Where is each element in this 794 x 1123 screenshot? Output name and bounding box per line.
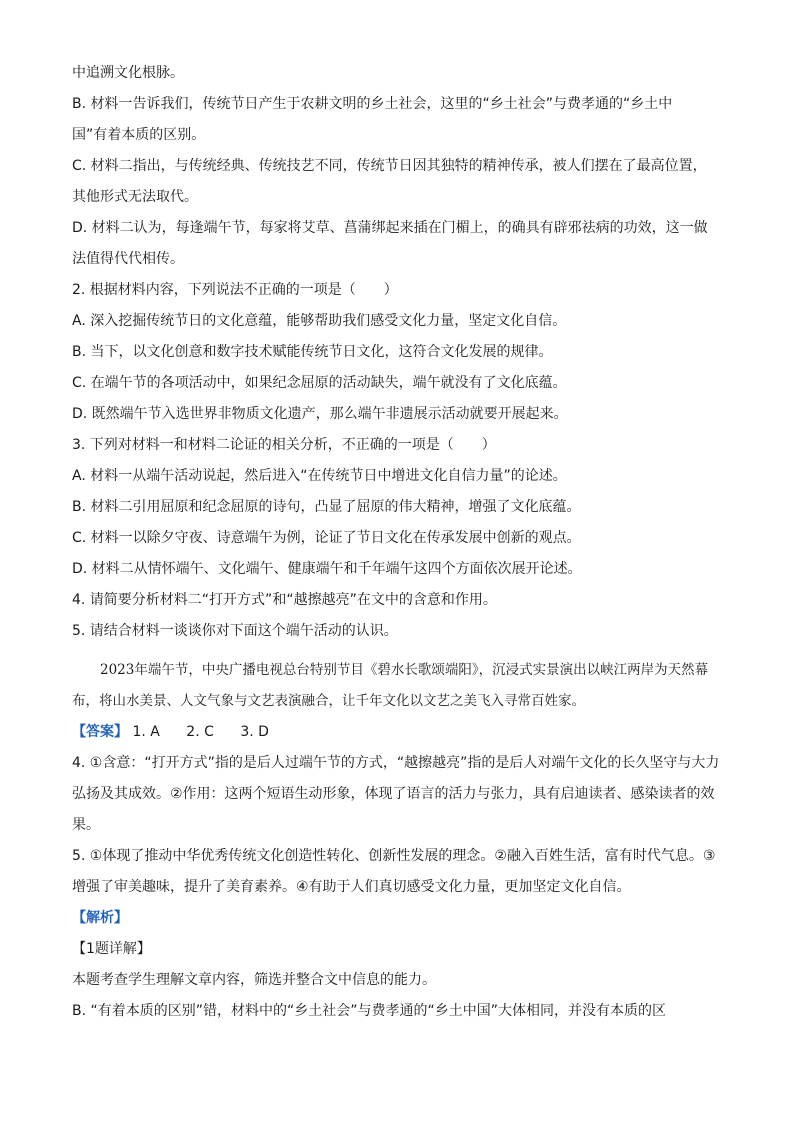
question-3: 3. 下列对材料一和材料二论证的相关分析，不正确的一项是（ ）: [72, 437, 496, 453]
question-2: 2. 根据材料内容，下列说法不正确的一项是（ ）: [72, 282, 398, 298]
answer-label: 【答案】: [72, 724, 128, 740]
detail-line-1: 本题考查学生理解文章内容，筛选并整合文中信息的能力。: [72, 972, 436, 988]
material-quote: 2023年端午节，中央广播电视总台特别节目《碧水长歌颂端阳》，沉浸式实景演出以峡江两岸为天然幕布，将山水美景、人文气象与文艺表演融合，让千年文化以文艺之美飞入寻常百姓家。: [72, 662, 709, 709]
question-3-option-c: C. 材料一以除夕守夜、诗意端午为例，论证了节日文化在传承发展中创新的观点。: [72, 530, 581, 546]
text-line: 中追溯文化根脉。: [72, 65, 184, 81]
analysis-label: 【解析】: [72, 910, 128, 926]
question-3-option-b: B. 材料二引用屈原和纪念屈原的诗句，凸显了屈原的伟大精神，增强了文化底蕴。: [72, 499, 581, 515]
answer-1: 1. A: [132, 724, 160, 740]
question-3-option-d: D. 材料二从情怀端午、文化端午、健康端午和千年端午这四个方面依次展开论述。: [72, 561, 582, 577]
answer-row: [72, 717, 724, 748]
option-b-line: B. 材料一告诉我们，传统节日产生于农耕文明的乡土社会，这里的“乡土社会”与费孝通的“乡土中: [72, 96, 673, 112]
option-c-line-cont: 其他形式无法取代。: [72, 189, 198, 205]
option-c-line: C. 材料二指出，与传统经典、传统技艺不同，传统节日因其独特的精神传承，被人们摆在了最高位置，: [72, 158, 707, 174]
question-2-option-d: D. 既然端午节入选世界非物质文化遗产，那么端午非遗展示活动就要开展起来。: [72, 406, 568, 422]
answer-4: 4. ①含意：“打开方式”指的是后人过端午节的方式，“越擦越亮”指的是后人对端午文化的长久坚守与大力弘扬及其成效。②作用：这两个短语生动形象，体现了语言的活力与张力，具有启迪读者、感染读者的效果。: [72, 755, 720, 833]
question-2-option-a: A. 深入挖掘传统节日的文化意蕴，能够帮助我们感受文化力量，坚定文化自信。: [72, 313, 567, 329]
answer-2: 2. C: [186, 724, 214, 740]
option-d-line-cont: 法值得代代相传。: [72, 251, 184, 267]
question-2-option-c: C. 在端午节的各项活动中，如果纪念屈原的活动缺失，端午就没有了文化底蕴。: [72, 375, 567, 391]
analysis-heading: [72, 903, 724, 934]
question-3-option-a: A. 材料一从端午活动说起，然后进入“在传统节日中增进文化自信力量”的论述。: [72, 468, 567, 484]
answer-5: 5. ①体现了推动中华优秀传统文化创造性转化、创新性发展的理念。②融入百姓生活，富有时代气息。③增强了审美趣味，提升了美育素养。④有助于人们真切感受文化力量，更加坚定文化自信。: [72, 848, 716, 895]
detail-line-2: B. “有着本质的区别”错，材料中的“乡土社会”与费孝通的“乡土中国”大体相同，并没有本质的区: [72, 1003, 667, 1019]
option-b-line-cont: 国”有着本质的区别。: [72, 127, 206, 143]
detail-title: 【1题详解】: [72, 941, 151, 957]
question-4: 4. 请简要分析材料二“打开方式”和“越擦越亮”在文中的含意和作用。: [72, 592, 497, 608]
option-d-line: D. 材料二认为，每逢端午节，每家将艾草、菖蒲绑起来插在门楣上，的确具有辟邪祛病的功效，这一做: [72, 220, 708, 236]
answer-3: 3. D: [240, 724, 269, 740]
question-2-option-b: B. 当下，以文化创意和数字技术赋能传统节日文化，这符合文化发展的规律。: [72, 344, 553, 360]
document-page: [72, 58, 724, 1027]
question-5: 5. 请结合材料一谈谈你对下面这个端午活动的认识。: [72, 623, 398, 639]
